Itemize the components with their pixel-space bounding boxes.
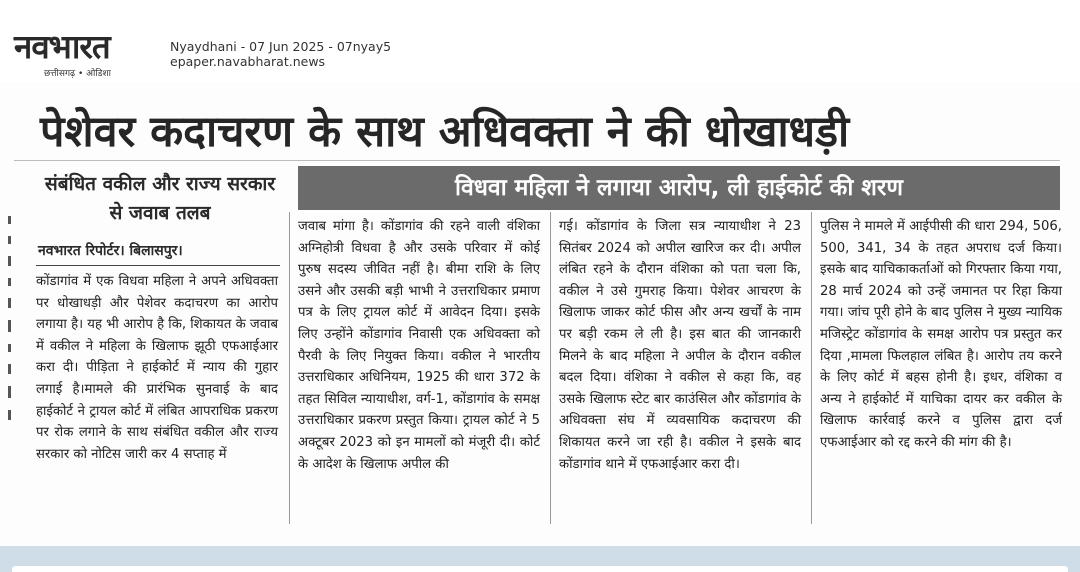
logo-wordmark: नवभारत	[14, 27, 110, 66]
viewer-bottom-panel[interactable]	[12, 566, 1068, 572]
column-divider	[811, 212, 812, 524]
article-headline: पेशेवर कदाचरण के साथ अधिवक्ता ने की धोखाधड़ी	[40, 107, 850, 157]
article-column-2: जवाब मांगा है। कोंडागांव की रहने वाली वंशिका अग्निहोत्री विधवा है और उसके परिवार में कोई पुरुष सदस्य जीवित नहीं है। बीमा राशि के लिए उसने और उसकी बड़ी भाभी ने उत्तराधिकार प्रमाण पत्र के लिए ट्रायल कोर्ट में आवेदन दिया। इसके लिए उन्होंने कोंडागांव निवासी एक अधिवक्ता को पैरवी के लिए नियुक्त किया। वकील ने भारतीय उत्तराधिकार अधिनियम, 1925 की धारा 372 के तहत सिविल न्यायाधीश, वर्ग-1, कोंडागांव के समक्ष उत्तराधिकार प्रकरण प्रस्तुत किया। ट्रायल कोर्ट ने 5 अक्टूबर 2023 को इन मामलों को मंजूरी दी। कोर्ट के आदेश के खिलाफ अपील की	[298, 219, 540, 472]
article-byline: नवभारत रिपोर्टर। बिलासपुर।	[38, 243, 183, 259]
headline-divider	[14, 160, 1060, 161]
article-banner: विधवा महिला ने लगाया आरोप, ली हाईकोर्ट की शरण	[298, 166, 1060, 210]
article-subheading: संबंधित वकील और राज्य सरकार से जवाब तलब	[44, 173, 276, 224]
edition-line: Nyaydhani - 07 Jun 2025 - 07nyay5	[170, 39, 392, 54]
adjacent-column-edge	[8, 200, 20, 520]
article-column-3: गई। कोंडागांव के जिला सत्र न्यायाधीश ने 23 सितंबर 2024 को अपील खारिज कर दी। अपील लंबित रहने के दौरान वंशिका को पता चला कि, वकील ने उसे गुमराह किया। पेशेवर आचरण के खिलाफ जाकर कोर्ट फीस और अन्य खर्चों के नाम पर बड़ी रकम ले ली है। इस बात की जानकारी मिलने के बाद महिला ने अपील के दौरान वकील बदल दिया। वंशिका ने वकील से कहा कि, वह उसके खिलाफ स्टेट बार काउंसिल और कोंडागांव के अधिवक्ता संघ में व्यवसायिक कदाचरण की शिकायत करने जा रही है। वकील ने इसके बाद कोंडागांव थाने में एफआईआर करा दी।	[559, 219, 801, 472]
column-divider	[289, 212, 290, 524]
article-column-1: कोंडागांव में एक विधवा महिला ने अपने अधिवक्ता पर धोखाधड़ी और पेशेवर कदाचरण का आरोप लगाया है। यह भी आरोप है कि, शिकायत के जवाब में वकील ने महिला के खिलाफ झूठी एफआईआर करा दी। पीड़िता ने हाईकोर्ट में न्याय की गुहार लगाई है।मामले की प्रारंभिक सुनवाई के बाद हाईकोर्ट ने ट्रायल कोर्ट में लंबित आपराधिक प्रकरण पर रोक लगाने के साथ संबंधित वकील और राज्य सरकार को नोटिस जारी कर 4 सप्ताह में	[36, 274, 278, 462]
newspaper-logo[interactable]	[14, 27, 158, 79]
epaper-header	[0, 0, 1080, 82]
edition-info	[170, 39, 391, 69]
logo-subtitle: छत्तीसगढ़ • ओडिशा	[44, 69, 111, 79]
column-divider	[550, 212, 551, 524]
site-url[interactable]: epaper.navabharat.news	[170, 54, 326, 69]
article-column-4: पुलिस ने मामले में आईपीसी की धारा 294, 506, 500, 341, 34 के तहत अपराध दर्ज किया। इसके बाद याचिकाकर्ताओं को गिरफ्तार किया गया, 28 मार्च 2024 को उन्हें जमानत पर रिहा किया गया। जांच पूरी होने के बाद पुलिस ने मुख्य न्यायिक मजिस्ट्रेट कोंडागांव के समक्ष आरोप पत्र प्रस्तुत कर दिया ,मामला फिलहाल लंबित है। आरोप तय करने के लिए कोर्ट में बहस होनी है। इधर, वंशिका व अन्य ने हाईकोर्ट में याचिका दायर कर वकील के खिलाफ कार्रवाई करने व पुलिस द्वारा दर्ज एफआईआर को रद्द करने की मांग की है।	[820, 219, 1062, 450]
byline-divider	[36, 265, 280, 266]
